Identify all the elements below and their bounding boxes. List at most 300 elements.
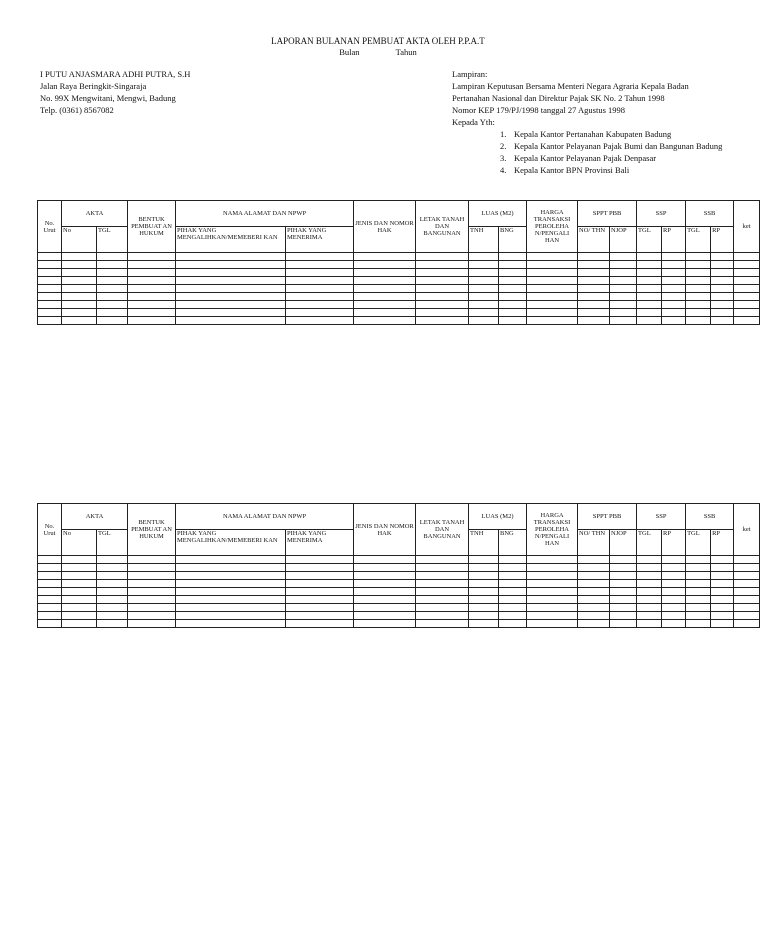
- col-jenis: JENIS DAN NOMOR HAK: [354, 201, 416, 253]
- table-cell: [62, 612, 97, 620]
- table-cell: [286, 620, 354, 628]
- table-cell: [662, 588, 686, 596]
- col-akta-no: No: [62, 227, 97, 253]
- table-cell: [734, 556, 760, 564]
- table-cell: [610, 301, 637, 309]
- table-cell: [469, 301, 499, 309]
- table-cell: [686, 285, 711, 293]
- table-cell: [610, 293, 637, 301]
- table-cell: [38, 604, 62, 612]
- table-cell: [38, 293, 62, 301]
- table-cell: [128, 253, 176, 261]
- col-akta-tgl: TGL: [97, 227, 128, 253]
- table-cell: [662, 269, 686, 277]
- table-cell: [610, 612, 637, 620]
- table-cell: [416, 269, 469, 277]
- table-cell: [578, 301, 610, 309]
- table-cell: [610, 285, 637, 293]
- table-cell: [128, 604, 176, 612]
- table-cell: [578, 588, 610, 596]
- table-cell: [610, 596, 637, 604]
- table-cell: [286, 293, 354, 301]
- report-table-2: [37, 503, 760, 628]
- table-cell: [97, 269, 128, 277]
- table-cell: [97, 580, 128, 588]
- table-cell: [637, 596, 662, 604]
- table-cell: [176, 293, 286, 301]
- table-cell: [286, 317, 354, 325]
- table-cell: [62, 317, 97, 325]
- table-cell: [734, 612, 760, 620]
- table-cell: [711, 301, 734, 309]
- table-cell: [662, 277, 686, 285]
- table-cell: [711, 588, 734, 596]
- table-cell: [734, 301, 760, 309]
- table-cell: [469, 596, 499, 604]
- table-cell: [662, 620, 686, 628]
- table-cell: [128, 293, 176, 301]
- table-cell: [637, 612, 662, 620]
- table-row: [38, 277, 760, 285]
- table-cell: [711, 293, 734, 301]
- col-ket: ket: [734, 504, 760, 556]
- table-cell: [62, 277, 97, 285]
- table-cell: [176, 572, 286, 580]
- col-letak: LETAK TANAH DAN BANGUNAN: [416, 504, 469, 556]
- table-cell: [499, 580, 527, 588]
- table-cell: [416, 293, 469, 301]
- table-body: [38, 253, 760, 325]
- table-cell: [97, 301, 128, 309]
- table-cell: [97, 604, 128, 612]
- table-cell: [416, 285, 469, 293]
- table-cell: [637, 580, 662, 588]
- table-cell: [610, 620, 637, 628]
- table-cell: [469, 604, 499, 612]
- table-cell: [416, 253, 469, 261]
- table-cell: [176, 269, 286, 277]
- table-cell: [97, 285, 128, 293]
- attachment-label: Lampiran:: [452, 69, 488, 79]
- table-cell: [662, 612, 686, 620]
- table-cell: [354, 580, 416, 588]
- table-cell: [176, 620, 286, 628]
- table-cell: [62, 261, 97, 269]
- table-cell: [62, 572, 97, 580]
- table-cell: [38, 253, 62, 261]
- table-cell: [734, 596, 760, 604]
- table-cell: [416, 620, 469, 628]
- sender-block: [40, 68, 190, 116]
- col-ssb: SSB: [686, 504, 734, 530]
- table-cell: [62, 309, 97, 317]
- table-cell: [176, 564, 286, 572]
- table-cell: [527, 596, 578, 604]
- table-cell: [734, 572, 760, 580]
- table-cell: [499, 253, 527, 261]
- table-cell: [62, 588, 97, 596]
- table-cell: [38, 556, 62, 564]
- table-cell: [711, 580, 734, 588]
- table-cell: [637, 564, 662, 572]
- table-cell: [286, 596, 354, 604]
- table-cell: [686, 293, 711, 301]
- month-label: Bulan: [339, 47, 360, 57]
- col-luas-tnh: TNH: [469, 227, 499, 253]
- table-row: [38, 269, 760, 277]
- table-cell: [354, 612, 416, 620]
- table-cell: [469, 269, 499, 277]
- table-cell: [62, 253, 97, 261]
- table-cell: [686, 564, 711, 572]
- table-cell: [734, 620, 760, 628]
- table-cell: [662, 301, 686, 309]
- table-cell: [578, 309, 610, 317]
- table-cell: [469, 580, 499, 588]
- table-cell: [686, 317, 711, 325]
- table-cell: [469, 612, 499, 620]
- sender-address-line-2: No. 99X Mengwitani, Mengwi, Badung: [40, 93, 176, 103]
- table-cell: [662, 261, 686, 269]
- table-cell: [354, 620, 416, 628]
- table-cell: [637, 620, 662, 628]
- table-cell: [286, 253, 354, 261]
- table-cell: [527, 556, 578, 564]
- table-cell: [734, 269, 760, 277]
- table-cell: [662, 580, 686, 588]
- table-cell: [686, 261, 711, 269]
- table-cell: [469, 564, 499, 572]
- table-cell: [416, 317, 469, 325]
- table-cell: [527, 277, 578, 285]
- table-cell: [128, 580, 176, 588]
- table-cell: [527, 588, 578, 596]
- col-sppt-njop: NJOP: [610, 227, 637, 253]
- recipient-item: 4. Kepala Kantor BPN Provinsi Bali: [500, 165, 630, 175]
- table-cell: [686, 309, 711, 317]
- table-cell: [711, 277, 734, 285]
- table-cell: [176, 580, 286, 588]
- table-cell: [686, 572, 711, 580]
- table-cell: [176, 612, 286, 620]
- table-cell: [711, 269, 734, 277]
- table-cell: [128, 317, 176, 325]
- table-cell: [578, 604, 610, 612]
- table-cell: [62, 301, 97, 309]
- table-cell: [176, 301, 286, 309]
- table-cell: [286, 588, 354, 596]
- col-harga: HARGA TRANSAKSI PEROLEHA N/PENGALI HAN: [527, 504, 578, 556]
- table-cell: [38, 580, 62, 588]
- table-cell: [354, 588, 416, 596]
- table-cell: [734, 261, 760, 269]
- table-row: [38, 285, 760, 293]
- table-cell: [286, 604, 354, 612]
- table-cell: [354, 596, 416, 604]
- table-cell: [176, 604, 286, 612]
- table-cell: [62, 269, 97, 277]
- col-ssp: SSP: [637, 201, 686, 227]
- table-cell: [711, 556, 734, 564]
- recipient-item: 2. Kepala Kantor Pelayanan Pajak Bumi dan Bangunan Badung: [500, 141, 723, 151]
- table-cell: [734, 293, 760, 301]
- table-cell: [97, 612, 128, 620]
- table-cell: [38, 309, 62, 317]
- table-cell: [286, 277, 354, 285]
- table-cell: [354, 253, 416, 261]
- table-cell: [499, 612, 527, 620]
- table-cell: [686, 277, 711, 285]
- table-cell: [578, 285, 610, 293]
- table-cell: [527, 612, 578, 620]
- table-cell: [469, 309, 499, 317]
- table-cell: [711, 596, 734, 604]
- col-akta: AKTA: [62, 504, 128, 530]
- table-row: [38, 596, 760, 604]
- table-cell: [578, 596, 610, 604]
- table-cell: [62, 580, 97, 588]
- table-cell: [176, 277, 286, 285]
- table-cell: [610, 572, 637, 580]
- table-cell: [499, 588, 527, 596]
- col-akta-no: No: [62, 530, 97, 556]
- table-row: [38, 317, 760, 325]
- col-pihak-mengalihkan: PIHAK YANG MENGALIHKAN/MEMEBERI KAN: [176, 227, 286, 253]
- table-cell: [711, 317, 734, 325]
- table-cell: [176, 596, 286, 604]
- table-cell: [527, 261, 578, 269]
- table-cell: [610, 261, 637, 269]
- col-luas-bng: BNG: [499, 530, 527, 556]
- table-cell: [711, 572, 734, 580]
- col-akta: AKTA: [62, 201, 128, 227]
- table-cell: [662, 604, 686, 612]
- table-cell: [354, 277, 416, 285]
- table-row: [38, 620, 760, 628]
- table-cell: [97, 309, 128, 317]
- col-nama: NAMA ALAMAT DAN NPWP: [176, 201, 354, 227]
- table-cell: [637, 293, 662, 301]
- col-akta-tgl: TGL: [97, 530, 128, 556]
- table-cell: [499, 309, 527, 317]
- col-luas: LUAS (M2): [469, 504, 527, 530]
- table-cell: [62, 596, 97, 604]
- col-ket: ket: [734, 201, 760, 253]
- attachment-block: [452, 68, 732, 176]
- table-cell: [637, 269, 662, 277]
- col-luas: LUAS (M2): [469, 201, 527, 227]
- report-table-1: [37, 200, 760, 325]
- table-cell: [527, 253, 578, 261]
- table-cell: [128, 564, 176, 572]
- table-cell: [128, 277, 176, 285]
- table-cell: [527, 309, 578, 317]
- table-cell: [610, 253, 637, 261]
- table-cell: [416, 580, 469, 588]
- col-ssb-tgl: TGL: [686, 530, 711, 556]
- table-cell: [38, 261, 62, 269]
- table-cell: [469, 261, 499, 269]
- col-ssb-rp: RP: [711, 530, 734, 556]
- table-cell: [176, 261, 286, 269]
- table-cell: [416, 604, 469, 612]
- sender-phone: Telp. (0361) 8567082: [40, 105, 114, 115]
- table-cell: [38, 277, 62, 285]
- table-cell: [38, 269, 62, 277]
- table-cell: [469, 293, 499, 301]
- table-cell: [610, 277, 637, 285]
- table-cell: [527, 620, 578, 628]
- table-row: [38, 572, 760, 580]
- col-pihak-mengalihkan: PIHAK YANG MENGALIHKAN/MEMEBERI KAN: [176, 530, 286, 556]
- table-row: [38, 564, 760, 572]
- attachment-line-3: Nomor KEP 179/PJ/1998 tanggal 27 Agustus 1998: [452, 105, 625, 115]
- table-cell: [38, 317, 62, 325]
- table-cell: [62, 620, 97, 628]
- table-cell: [128, 309, 176, 317]
- table-cell: [686, 596, 711, 604]
- table-cell: [527, 317, 578, 325]
- table-cell: [128, 261, 176, 269]
- table-cell: [416, 596, 469, 604]
- table-cell: [686, 556, 711, 564]
- table-cell: [578, 612, 610, 620]
- table-cell: [686, 612, 711, 620]
- col-bentuk: BENTUK PEMBUAT AN HUKUM: [128, 504, 176, 556]
- col-sppt-no: NO/ THN: [578, 530, 610, 556]
- table-cell: [662, 564, 686, 572]
- table-cell: [97, 596, 128, 604]
- table-cell: [578, 572, 610, 580]
- table-cell: [662, 253, 686, 261]
- table-cell: [637, 277, 662, 285]
- col-pihak-menerima: PIHAK YANG MENERIMA: [286, 530, 354, 556]
- table-cell: [469, 253, 499, 261]
- table-cell: [354, 572, 416, 580]
- table-cell: [97, 261, 128, 269]
- table-cell: [637, 572, 662, 580]
- table-cell: [578, 269, 610, 277]
- col-ssp: SSP: [637, 504, 686, 530]
- table-cell: [499, 596, 527, 604]
- table-cell: [354, 309, 416, 317]
- table-cell: [499, 604, 527, 612]
- table-row: [38, 261, 760, 269]
- col-nama: NAMA ALAMAT DAN NPWP: [176, 504, 354, 530]
- table-cell: [286, 572, 354, 580]
- col-jenis: JENIS DAN NOMOR HAK: [354, 504, 416, 556]
- col-ssp-tgl: TGL: [637, 227, 662, 253]
- col-ssp-rp: RP: [662, 530, 686, 556]
- table-cell: [38, 588, 62, 596]
- table-cell: [286, 309, 354, 317]
- table-cell: [662, 556, 686, 564]
- table-cell: [38, 564, 62, 572]
- col-sppt-njop: NJOP: [610, 530, 637, 556]
- table-cell: [128, 285, 176, 293]
- table-cell: [416, 612, 469, 620]
- table-cell: [610, 588, 637, 596]
- table-cell: [637, 253, 662, 261]
- table-cell: [734, 285, 760, 293]
- table-cell: [469, 277, 499, 285]
- table-cell: [128, 596, 176, 604]
- table-cell: [128, 588, 176, 596]
- table-cell: [578, 556, 610, 564]
- table-cell: [499, 277, 527, 285]
- table-cell: [97, 588, 128, 596]
- table-cell: [38, 612, 62, 620]
- table-cell: [286, 564, 354, 572]
- col-ssb: SSB: [686, 201, 734, 227]
- col-bentuk: BENTUK PEMBUAT AN HUKUM: [128, 201, 176, 253]
- table-cell: [711, 285, 734, 293]
- table-cell: [662, 317, 686, 325]
- table-cell: [527, 564, 578, 572]
- table-cell: [711, 612, 734, 620]
- table-cell: [354, 293, 416, 301]
- table-cell: [469, 285, 499, 293]
- table-cell: [176, 317, 286, 325]
- table-body: [38, 556, 760, 628]
- table-cell: [578, 620, 610, 628]
- table-cell: [610, 269, 637, 277]
- table-cell: [38, 285, 62, 293]
- table-cell: [97, 556, 128, 564]
- table-cell: [662, 596, 686, 604]
- table-cell: [637, 309, 662, 317]
- table-cell: [578, 317, 610, 325]
- col-luas-tnh: TNH: [469, 530, 499, 556]
- table-cell: [637, 261, 662, 269]
- col-ssb-rp: RP: [711, 227, 734, 253]
- table-cell: [354, 269, 416, 277]
- table-cell: [662, 293, 686, 301]
- table-cell: [527, 269, 578, 277]
- table-cell: [354, 285, 416, 293]
- table-cell: [527, 580, 578, 588]
- table-cell: [686, 580, 711, 588]
- table-cell: [469, 588, 499, 596]
- table-cell: [527, 285, 578, 293]
- table-cell: [686, 301, 711, 309]
- table-cell: [176, 556, 286, 564]
- table-cell: [637, 317, 662, 325]
- col-pihak-menerima: PIHAK YANG MENERIMA: [286, 227, 354, 253]
- table-cell: [734, 277, 760, 285]
- table-cell: [97, 293, 128, 301]
- table-cell: [711, 261, 734, 269]
- table-cell: [711, 564, 734, 572]
- table-cell: [416, 277, 469, 285]
- table-cell: [578, 564, 610, 572]
- table-cell: [176, 588, 286, 596]
- table-cell: [527, 293, 578, 301]
- table-cell: [38, 572, 62, 580]
- table-cell: [662, 572, 686, 580]
- table-cell: [416, 588, 469, 596]
- table-cell: [734, 309, 760, 317]
- table-cell: [711, 309, 734, 317]
- table-cell: [711, 604, 734, 612]
- table-cell: [662, 309, 686, 317]
- table-cell: [128, 269, 176, 277]
- table-cell: [499, 572, 527, 580]
- table-cell: [527, 572, 578, 580]
- col-sppt: SPPT PBB: [578, 201, 637, 227]
- table-cell: [97, 572, 128, 580]
- sender-address-line-1: Jalan Raya Beringkit-Singaraja: [40, 81, 147, 91]
